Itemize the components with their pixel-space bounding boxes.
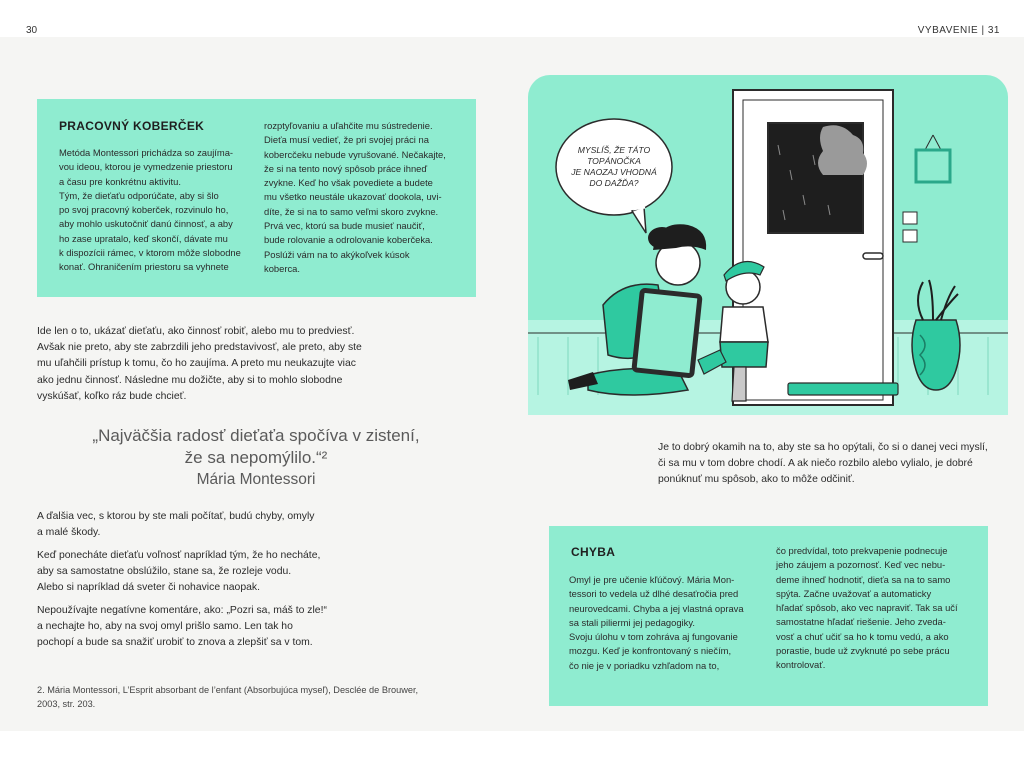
- left-paragraph-3: Keď ponecháte dieťaťu voľnosť napríklad tým, že ho necháte, aby sa samostatne obslúžilo, stane sa, že rozleje vodu. Alebo si napríklad dá sveter či nohavice naopak.: [37, 550, 321, 594]
- footnote: 2. Mária Montessori, L’Esprit absorbant de l’enfant (Absorbujúca myseľ), Desclée de Brouwer, 2003, str. 203.: [37, 685, 419, 709]
- info-box-chyba: [549, 526, 988, 706]
- left-paragraph-1: Ide len o to, ukázať dieťaťu, ako činnosť robiť, alebo mu to predviesť. Avšak nie preto, aby ste zabrzdili jeho predstavivosť, ale preto, aby ste mu uľahčili prístup k tomu, čo ho zaujíma. A preto mu neukazujte viac ako jednu činnosť. Následne mu dožičte, aby si to mohlo slobodne vyskúšať, koľko ráz bude chcieť.: [37, 326, 362, 402]
- illustration-mother-child-door: [528, 75, 1008, 415]
- info-box-chyba-title: CHYBA: [571, 545, 616, 559]
- right-paragraph-1: Je to dobrý okamih na to, aby ste sa ho opýtali, čo si o danej veci myslí, či sa mu v tom dobre chodí. A ak niečo rozbilo alebo vylialo, je dobré ponúknuť mu spôsob, ako to môže odčiniť.: [658, 442, 988, 486]
- left-paragraph-4: Nepoužívajte negatívne komentáre, ako: „Pozri sa, máš to zle!“ a nechajte ho, aby na svoj omyl prišlo samo. Len tak ho pochopí a bude sa snažiť urobiť to znova a zlepšiť sa v tom.: [37, 605, 327, 649]
- pull-quote-author: Mária Montessori: [196, 471, 316, 488]
- left-paragraph-2: A ďalšia vec, s ktorou by ste mali počítať, budú chyby, omyly a malé škody.: [37, 511, 315, 539]
- info-box-pracovny-kobercek: [37, 99, 476, 297]
- left-page-number: 30: [26, 25, 38, 36]
- info-box-column-2: rozptyľovaniu a uľahčite mu sústredenie. Dieťa musí vedieť, že pri svojej práci na kobercčeku nebude vyrušované. Nečakajte, že si na tento nový spôsob práce ihneď zvykne. Keď ho však povediete a budete mu všetko neustále ukazovať dookola, uvi- díte, že si na to samo veľmi skoro zvykne. Prvá vec, ktorú sa bude musieť naučiť, bude rolovanie a odrolovanie koberčeka. Poslúži vám na to akýkoľvek kúsok koberca.: [264, 120, 446, 274]
- speech-bubble-text: MYSLÍŠ, ŽE TÁTO TOPÁNOČKA JE NAOZAJ VHODNÁ DO DAŽĎA?: [571, 145, 657, 188]
- pull-quote: „Najväčšia radosť dieťaťa spočíva v zistení, že sa nepomýlilo.“²: [92, 426, 420, 467]
- info-box-column-1: Metóda Montessori prichádza so zaujíma- vou ideou, ktorou je vymedzenie priestoru a času pre konkrétnu aktivitu. Tým, že dieťaťu odporúčate, aby si šlo po svoj pracovný koberček, rozvinulo ho, aby mohlo uskutočniť danú činnosť, a aby ho zase upratalo, keď skončí, dávate mu k dispozícii rámec, v ktorom môže slobodne konať. Ohraničením priestoru sa vyhnete: [59, 147, 241, 273]
- right-page-header: VYBAVENIE | 31: [917, 25, 1000, 36]
- info-box-chyba-column-1: Omyl je pre učenie kľúčový. Mária Mon- tessori to vedela už dlhé desaťročia pred neurovedcami. Chyba a jej vlastná oprava sa stali piliermi jej pedagogiky. Svoju úlohu v tom zohráva aj fungovanie mozgu. Keď je konfrontovaný s niečím, čo nie je v poriadku vzhľadom na to,: [569, 574, 744, 671]
- info-box-title: PRACOVNÝ KOBERČEK: [59, 119, 205, 133]
- info-box-chyba-column-2: čo predvídal, toto prekvapenie podnecuje jeho záujem a pozornosť. Keď vec nebu- deme ihneď hodnotiť, dieťa sa na to samo spýta. Začne uvažovať a automaticky hľadať spôsob, ako vec napraviť. Tak sa učí samostatne hľadať riešenie. Jeho zveda- vosť a chuť učiť sa ho k tomu vedú, a ako porastie, bude už zvyknuté po sebe prácu kontrolovať.: [776, 545, 958, 671]
